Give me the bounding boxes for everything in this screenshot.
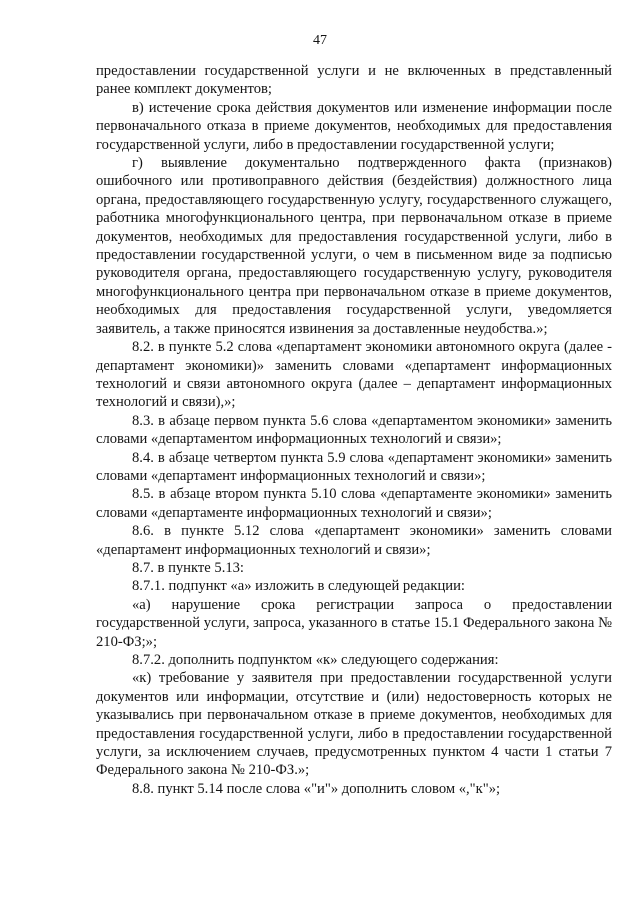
paragraph-8-3: 8.3. в абзаце первом пункта 5.6 слова «департаментом экономики» заменить словами «департаментом информационных технологий и связи»;: [96, 412, 612, 448]
paragraph-8-7-2: 8.7.2. дополнить подпунктом «к» следующего содержания:: [132, 652, 499, 668]
paragraph-continuation: предоставлении государственной услуги и не включенных в представленный ранее комплект документов;: [96, 63, 612, 98]
paragraph-item-v: в) истечение срока действия документов или изменение информации после первоначального отказа в приеме документов, необходимых для предоставления государственной услуги, либо в предоставлении государственной услуги;: [96, 99, 612, 153]
paragraph-8-7-1: 8.7.1. подпункт «а» изложить в следующей редакции:: [132, 578, 465, 595]
paragraph-subitem-a: «а) нарушение срока регистрации запроса о предоставлении государственной услуги, запроса, указанного в статье 15.1 Федерального закона № 210-ФЗ;»;: [96, 596, 612, 650]
page-number: 47: [313, 33, 327, 48]
paragraph-8-8: 8.8. пункт 5.14 после слова «"и"» дополнить словом «,"к"»;: [132, 780, 501, 797]
paragraph-8-2: 8.2. в пункте 5.2 слова «департамент экономики автономного округа (далее - департамент экономики)» заменить словами «департамент информационных технологий и связи автономного округа (далее – департамент информационных технологий и связи),»;: [96, 339, 612, 411]
paragraph-8-6: 8.6. в пункте 5.12 слова «департамент экономики» заменить словами «департамент информационных технологий и связи»;: [96, 523, 612, 558]
paragraph-item-g: г) выявление документально подтвержденного факта (признаков) ошибочного или противоправного действия (бездействия) должностного лица органа, предоставляющего государственную услугу, государственного служащего, работника многофункционального центра, при первоначальном отказе в приеме документов, необходимых для предоставления государственной услуги, либо в предоставлении государственной услуги, о чем в письменном виде за подписью руководителя органа, предоставляющего государственную услугу, руководителя многофункционального центра при первоначальном отказе в приеме документов, необходимых для предоставления государственной услуги, уведомляется заявитель, а также приносятся извинения за доставленные неудобства.»;: [96, 155, 612, 337]
paragraph-8-4: 8.4. в абзаце четвертом пункта 5.9 слова «департамент экономики» заменить словами «департамент информационных технологий и связи»;: [96, 449, 612, 484]
paragraph-8-5: 8.5. в абзаце втором пункта 5.10 слова «департаменте экономики» заменить словами «департаменте информационных технологий и связи»;: [96, 486, 612, 521]
document-body: [96, 62, 612, 798]
paragraph-8-7: 8.7. в пункте 5.13:: [132, 559, 244, 576]
paragraph-subitem-k: «к) требование у заявителя при предоставлении государственной услуги документов или информации, отсутствие и (или) недостоверность которых не указывались при первоначальном отказе в приеме документов, необходимых для предоставления государственной услуги, либо в предоставлении государственной услуги, за исключением случаев, предусмотренных пунктом 4 части 1 статьи 7 Федерального закона № 210-ФЗ.»;: [96, 670, 612, 779]
